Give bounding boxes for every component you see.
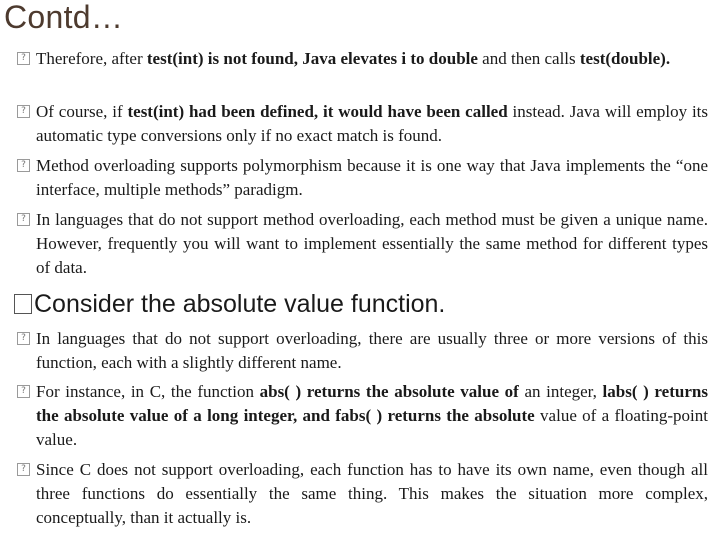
- text-run: an integer,: [518, 382, 603, 401]
- bullet-text: [36, 458, 708, 530]
- bold-text: test(double).: [579, 49, 671, 68]
- section-heading: [14, 288, 445, 320]
- text-run: For instance, in C, the function: [36, 382, 260, 401]
- text-run: In languages that do not support overloading, there are usually three or more versions of this function, each with a slightly different name.: [36, 329, 708, 372]
- bullet-icon: ?: [17, 385, 30, 398]
- bold-text: abs( ) returns the absolute value of: [259, 382, 519, 401]
- bullet-icon: ?: [17, 213, 30, 226]
- bullet-text: [36, 154, 708, 202]
- bold-text: test(int) is not found, Java elevates i to double: [146, 49, 478, 68]
- square-bullet-icon: [14, 294, 32, 314]
- bullet-icon: ?: [17, 159, 30, 172]
- text-run: instead. Java will employ its automatic type conversions only if no exact match is found.: [36, 102, 708, 145]
- bullet-icon: ?: [17, 463, 30, 476]
- text-run: In languages that do not support method overloading, each method must be given a unique name. However, frequently you will want to implement essentially the same method for different types of data.: [36, 210, 708, 277]
- bold-text: test(int) had been defined, it would have been called: [127, 102, 508, 121]
- bullet-icon: ?: [17, 105, 30, 118]
- bullet-text: [36, 47, 708, 71]
- text-run: Of course, if: [36, 102, 128, 121]
- section-heading-text: Consider the absolute value function.: [34, 290, 446, 318]
- bullet-icon: ?: [17, 52, 30, 65]
- slide-title: Contd…: [4, 0, 124, 35]
- bold-text: labs( ) returns the absolute value of a long integer, and fabs( ) returns the absolute: [36, 382, 708, 425]
- text-run: value of a floating-point value.: [36, 406, 708, 449]
- bullet-text: [36, 380, 708, 452]
- bullet-text: [36, 208, 708, 280]
- text-run: Therefore, after: [36, 49, 147, 68]
- bullet-text: [36, 327, 708, 375]
- text-run: Method overloading supports polymorphism because it is one way that Java implements the “one interface, multiple methods” paradigm.: [36, 156, 708, 199]
- bullet-text: [36, 100, 708, 148]
- bullet-icon: ?: [17, 332, 30, 345]
- text-run: Since C does not support overloading, each function has to have its own name, even though all three functions do essentially the same thing. This makes the situation more complex, conceptually, than it actually is.: [36, 460, 708, 527]
- text-run: and then calls: [477, 49, 580, 68]
